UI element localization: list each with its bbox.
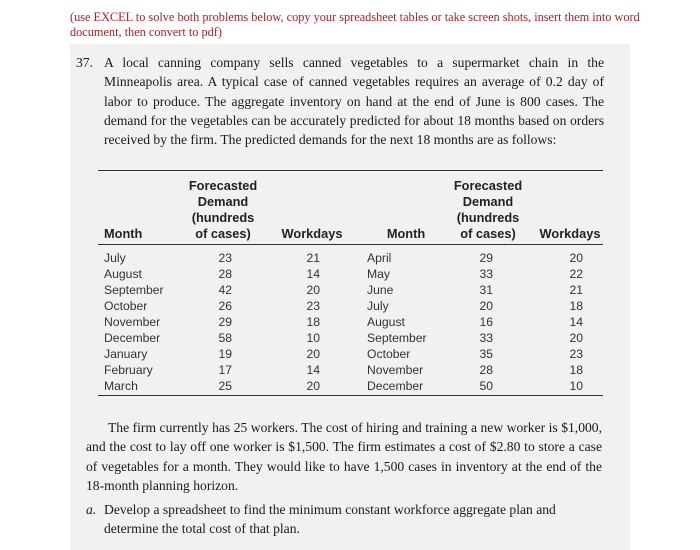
- header-month-right: Month: [386, 226, 426, 241]
- table-cell: 20: [569, 331, 583, 345]
- header-demand-line: Forecasted: [453, 178, 523, 193]
- table-cell: 17: [218, 363, 232, 377]
- table-cell: 28: [218, 267, 232, 281]
- part-a-label: a.: [86, 502, 97, 517]
- header-demand-line: (hundreds: [456, 210, 520, 225]
- table-cell: 29: [479, 251, 493, 265]
- table-cell: 26: [218, 299, 232, 313]
- table-cell: December: [367, 379, 424, 393]
- table-cell: August: [367, 315, 405, 329]
- table-cell: February: [104, 363, 153, 377]
- table-cell: 16: [479, 315, 493, 329]
- header-workdays-right: Workdays: [539, 226, 601, 241]
- problem-text: A local canning company sells canned vegetables to a supermarket chain in the Minneapolis area. A typical case of canned vegetables requires an average of 0.2 day of labor to produce. The aggregate inventory on hand at the end of June is 800 cases. The demand for the vegetables can be accurately predicted for about 18 months based on orders received by the firm. The predicted demands for the next 18 months are as follows:: [104, 55, 604, 148]
- right-workdays-column: [553, 250, 583, 394]
- table-cell: 19: [218, 347, 232, 361]
- table-cell: January: [104, 347, 148, 361]
- table-cell: 28: [479, 363, 493, 377]
- header-demand-left: [183, 178, 263, 242]
- table-cell: 14: [306, 267, 320, 281]
- table-cell: 21: [569, 283, 583, 297]
- table-cell: 14: [569, 315, 583, 329]
- table-cell: 29: [218, 315, 232, 329]
- table-top-rule: [98, 170, 603, 171]
- table-cell: 58: [218, 331, 232, 345]
- table-cell: May: [367, 267, 391, 281]
- header-demand-line: Demand: [462, 194, 514, 209]
- table-cell: 20: [306, 283, 320, 297]
- cost-paragraph-text: The firm currently has 25 workers. The cost of hiring and training a new worker is $1,000, and the cost to lay off one worker is $1,500. The firm estimates a cost of $2.80 to store a case of vegetables for a month. They would like to have 1,500 cases in inventory at the end of the 18-month planning horizon.: [86, 420, 602, 493]
- table-cell: 35: [479, 347, 493, 361]
- table-cell: October: [367, 347, 411, 361]
- table-cell: July: [104, 251, 126, 265]
- table-cell: 20: [306, 379, 320, 393]
- table-cell: 10: [306, 331, 320, 345]
- table-cell: 23: [218, 251, 232, 265]
- table-cell: 33: [479, 331, 493, 345]
- table-cell: 23: [306, 299, 320, 313]
- table-cell: 20: [479, 299, 493, 313]
- part-a-text: Develop a spreadsheet to find the minimum constant workforce aggregate plan and determine the total cost of that plan.: [104, 502, 556, 536]
- table-cell: 10: [569, 379, 583, 393]
- table-cell: 22: [569, 267, 583, 281]
- table-cell: July: [367, 299, 389, 313]
- problem-number: 37.: [76, 55, 93, 70]
- table-cell: April: [367, 251, 392, 265]
- left-demand-column: [200, 250, 232, 394]
- table-cell: December: [104, 331, 161, 345]
- table-cell: 50: [479, 379, 493, 393]
- table-cell: March: [104, 379, 138, 393]
- left-month-column: [104, 250, 164, 394]
- table-cell: 20: [306, 347, 320, 361]
- table-cell: September: [367, 331, 427, 345]
- header-demand-line: (hundreds: [191, 210, 255, 225]
- header-demand-line: Forecasted: [188, 178, 258, 193]
- table-bottom-rule: [98, 395, 603, 396]
- table-cell: September: [104, 283, 164, 297]
- table-cell: 18: [569, 299, 583, 313]
- table-cell: June: [367, 283, 394, 297]
- table-cell: August: [104, 267, 142, 281]
- table-cell: 25: [218, 379, 232, 393]
- table-cell: 31: [479, 283, 493, 297]
- table-cell: 18: [306, 315, 320, 329]
- left-workdays-column: [290, 250, 320, 394]
- problem-statement: [76, 53, 604, 149]
- table-cell: 23: [569, 347, 583, 361]
- table-cell: 21: [306, 251, 320, 265]
- header-workdays-left: Workdays: [281, 226, 343, 241]
- table-cell: 33: [479, 267, 493, 281]
- table-cell: 18: [569, 363, 583, 377]
- header-demand-right: [448, 178, 528, 242]
- header-demand-line: Demand: [197, 194, 249, 209]
- table-cell: 42: [218, 283, 232, 297]
- right-month-column: [367, 250, 427, 394]
- table-cell: 20: [569, 251, 583, 265]
- table-cell: November: [104, 315, 161, 329]
- table-cell: November: [367, 363, 424, 377]
- cost-paragraph: [86, 418, 602, 495]
- table-header-rule: [98, 244, 603, 245]
- header-demand-line: of cases): [460, 226, 516, 241]
- right-demand-column: [463, 250, 493, 394]
- header-demand-line: of cases): [195, 226, 251, 241]
- assignment-instruction: (use EXCEL to solve both problems below, copy your spreadsheet tables or take screen shots, insert them into word document, then convert to pdf): [70, 10, 640, 39]
- part-a: [86, 500, 606, 538]
- table-cell: October: [104, 299, 148, 313]
- table-cell: 14: [306, 363, 320, 377]
- header-month-left: Month: [104, 226, 143, 241]
